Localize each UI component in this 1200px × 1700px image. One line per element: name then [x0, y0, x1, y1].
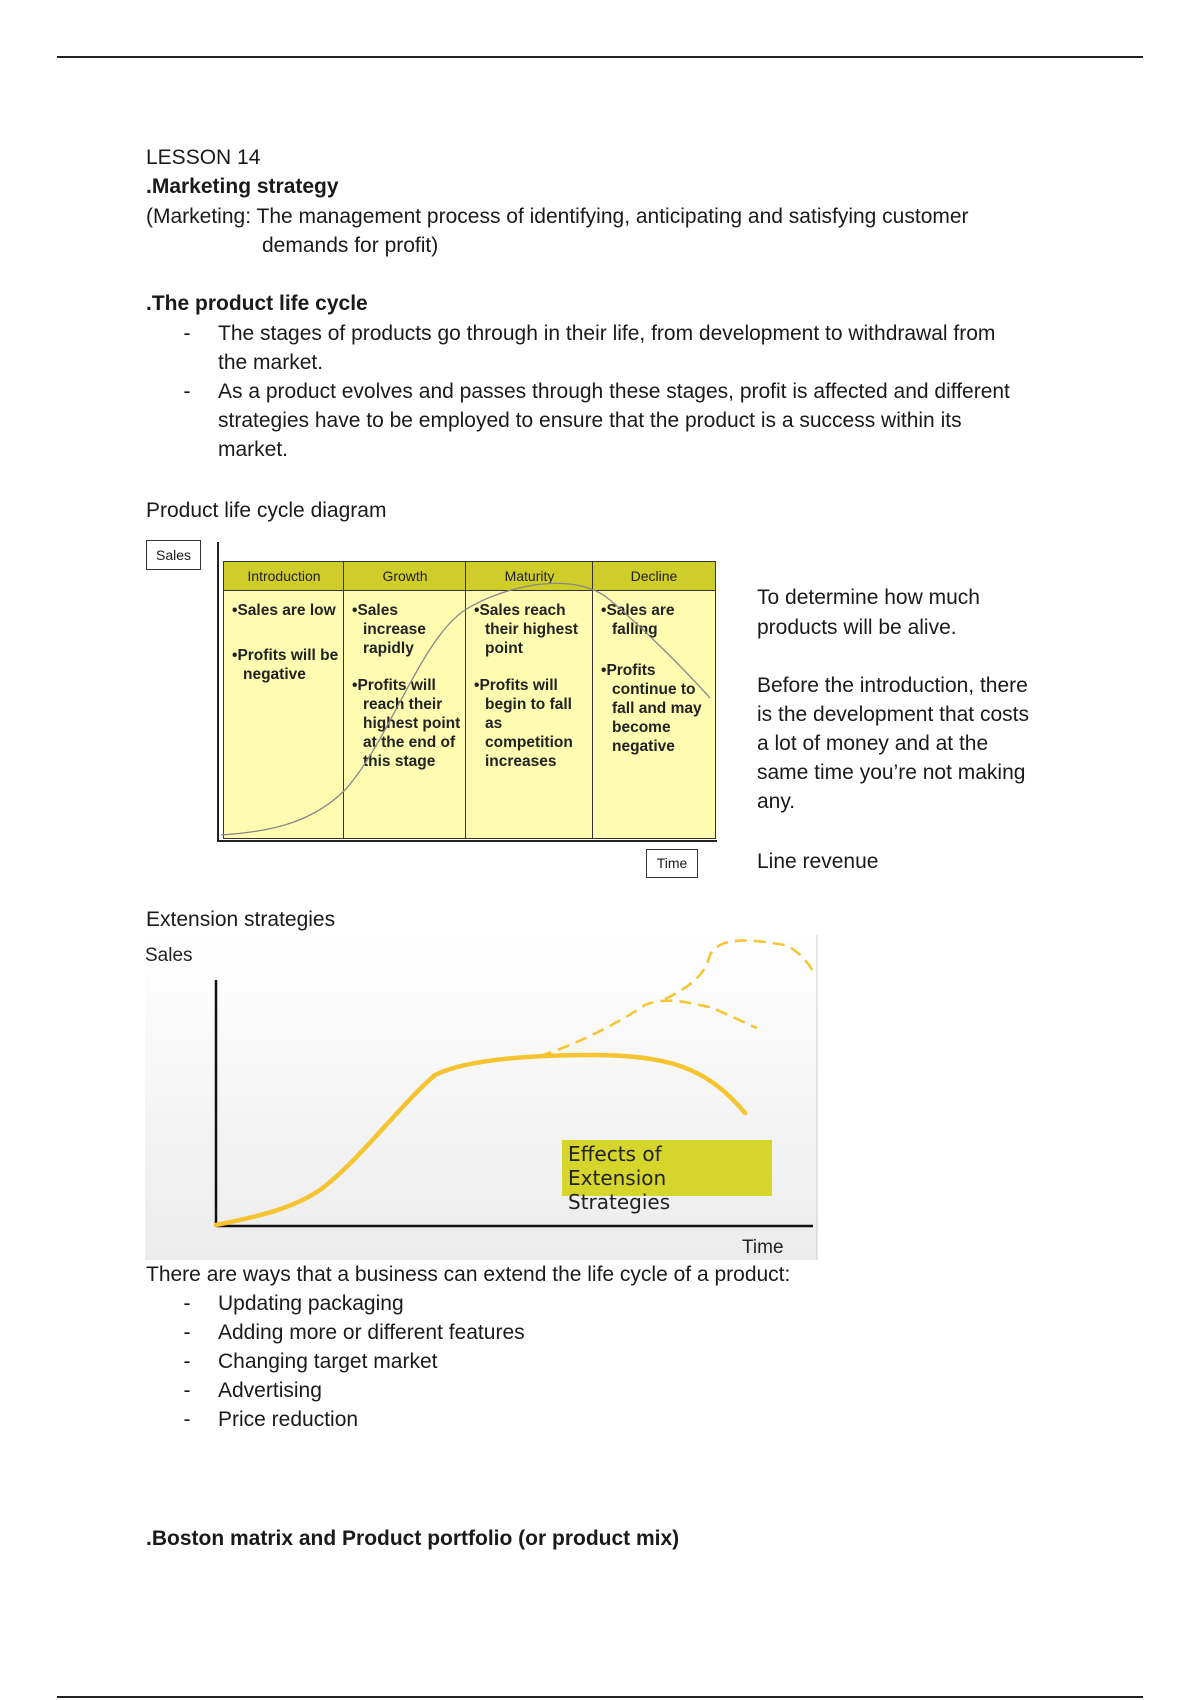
ext-chart-background [145, 935, 817, 1260]
effects-of-extension-strategies-label: Effects of Extension Strategies [568, 1142, 671, 1214]
side-note-2-line3: a lot of money and at the [757, 732, 989, 755]
side-note-3: Line revenue [757, 850, 879, 873]
ext-x-axis-label: Time [742, 1237, 784, 1258]
product-life-cycle-diagram [145, 540, 725, 880]
stage-introduction [223, 561, 345, 839]
stage-growth [343, 561, 467, 839]
stage-decline [592, 561, 716, 839]
stage-maturity-point-1: • Sales reach their highest point [474, 601, 589, 658]
plc-x-axis-label: Time [646, 849, 698, 878]
extension-strategies-title: Extension strategies [146, 908, 336, 931]
side-note-2-line1: Before the introduction, there [757, 674, 1028, 697]
ext-chart-canvas [145, 935, 819, 1260]
plc-x-axis [217, 840, 717, 842]
stage-decline-title: Decline [593, 562, 715, 591]
top-rule [57, 56, 1143, 58]
stage-decline-point-2: • Profits continue to fall and may become negative [601, 661, 711, 756]
stage-growth-point-1: • Sales increase rapidly [352, 601, 462, 658]
ext-y-axis-label: Sales [145, 945, 193, 966]
side-note-2-line4: same time you’re not making [757, 761, 1026, 784]
plc-y-axis [217, 542, 219, 842]
heading-marketing-strategy: .Marketing strategy [146, 175, 339, 198]
extension-strategies-chart [145, 935, 819, 1260]
heading-product-life-cycle: .The product life cycle [146, 292, 368, 315]
stage-maturity-title: Maturity [466, 562, 593, 591]
extension-intro: There are ways that a business can extend the life cycle of a product: [146, 1263, 791, 1286]
stage-decline-point-1: • Sales are falling [601, 601, 711, 639]
stage-introduction-point-1: • Sales are low [232, 601, 340, 620]
heading-boston-matrix: .Boston matrix and Product portfolio (or product mix) [146, 1527, 680, 1550]
plc-y-axis-label: Sales [146, 540, 201, 570]
side-note-2-line2: is the development that costs [757, 703, 1029, 726]
marketing-definition-line1: (Marketing: The management process of identifying, anticipating and satisfying customer [146, 205, 969, 228]
side-note-2-line5: any. [757, 790, 796, 813]
stage-introduction-title: Introduction [224, 562, 344, 591]
plc-diagram-title: Product life cycle diagram [146, 499, 387, 522]
side-note-1-line1: To determine how much [757, 586, 980, 609]
bottom-rule [57, 1696, 1143, 1698]
lesson-number: LESSON 14 [146, 146, 261, 169]
stage-growth-point-2: • Profits will reach their highest point at the end of this stage [352, 676, 462, 771]
stage-maturity-point-2: • Profits will begin to fall as competition increases [474, 676, 589, 771]
stage-introduction-point-2: • Profits will be negative [232, 646, 340, 684]
marketing-definition-line2: demands for profit) [262, 234, 439, 257]
side-note-1-line2: products will be alive. [757, 616, 957, 639]
stage-maturity [465, 561, 594, 839]
stage-growth-title: Growth [344, 562, 466, 591]
